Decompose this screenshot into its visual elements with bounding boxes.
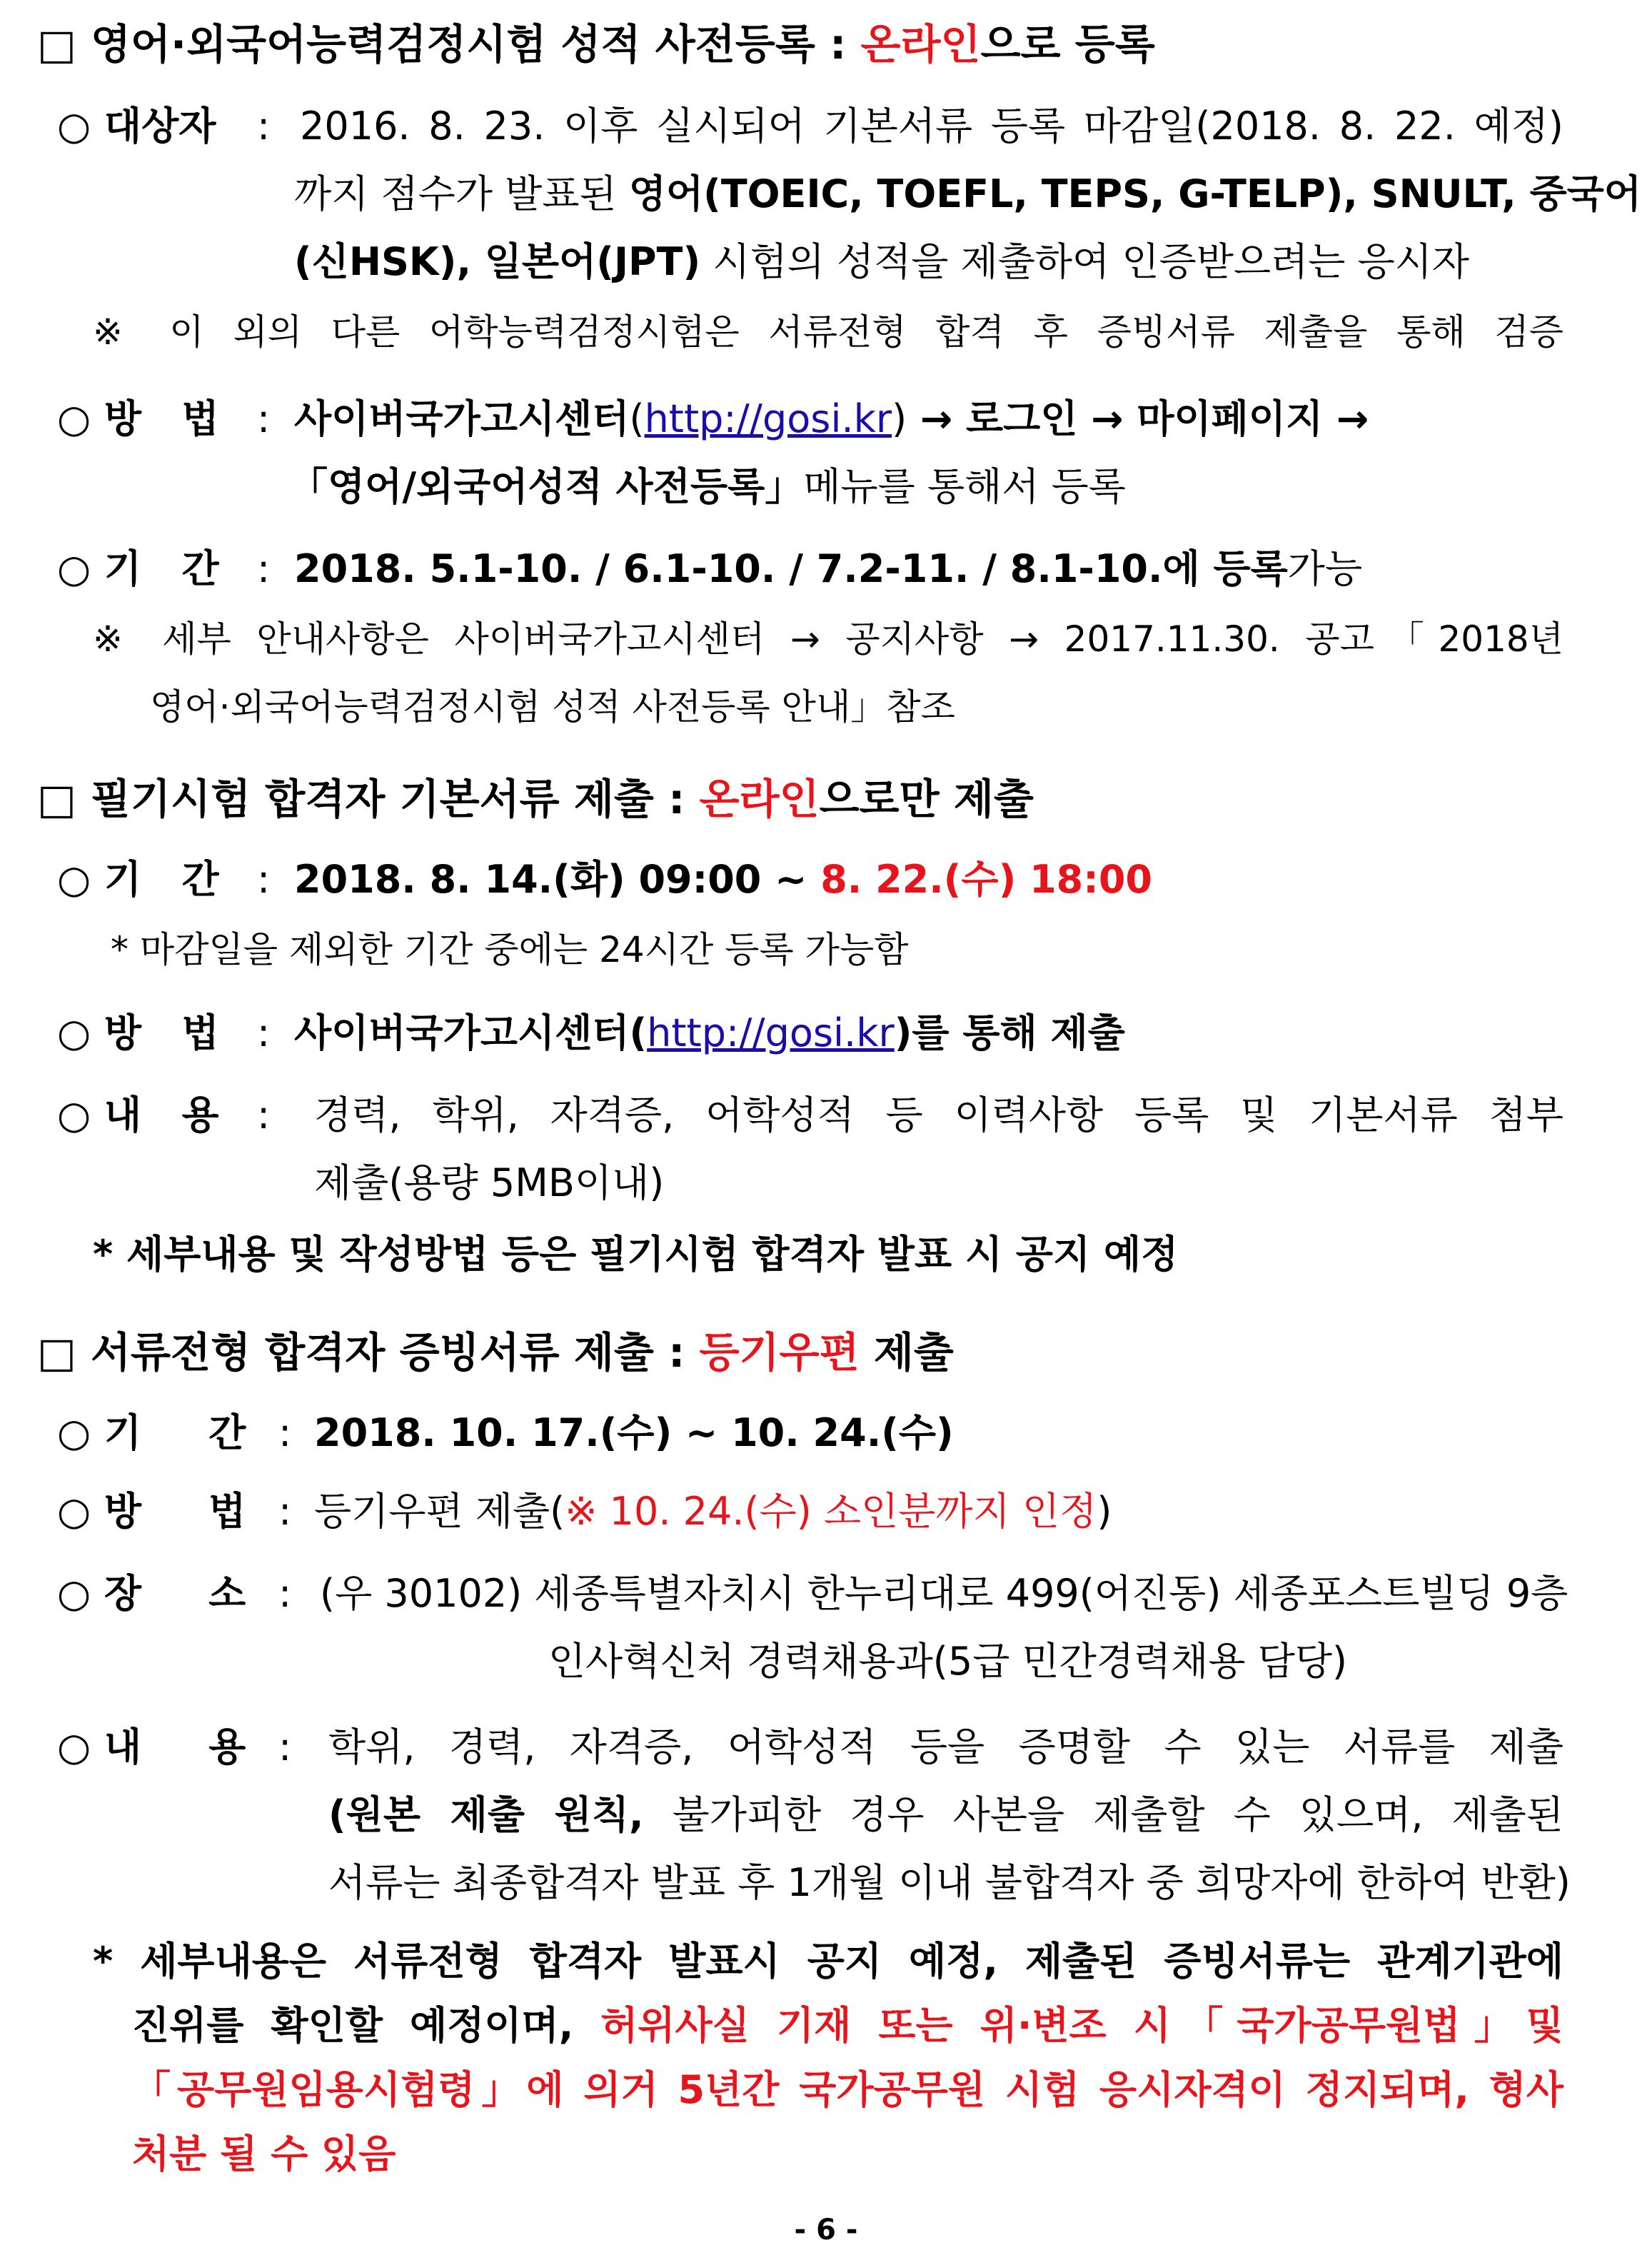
section3-method-label: ○ 방 법 [57, 1489, 246, 1534]
section2-period-sep: : [257, 857, 271, 902]
section3-method-value [314, 1489, 1112, 1534]
section2-heading-prefix: □ 필기시험 합격자 기본서류 제출 : [37, 775, 700, 823]
section3-place-line1: (우 30102) 세종특별자치시 한누리대로 499(어진동) 세종포스트빌딩 9층 [320, 1571, 1568, 1616]
section3-method-b: ) [1097, 1489, 1112, 1534]
page-number: - 6 - [794, 2214, 858, 2246]
section1-target-line2 [294, 171, 1642, 216]
section1-method-label: ○ 방 법 [57, 396, 219, 441]
section1-period-value [294, 546, 1363, 591]
section1-target-line3-b: 시험의 성적을 제출하여 인증받으려는 응시자 [700, 239, 1470, 284]
section1-heading-prefix: □ 영어·외국어능력검정시험 성적 사전등록 : [37, 20, 861, 69]
section1-target-line2-a: 까지 점수가 발표된 [294, 171, 629, 216]
section1-method-menu: 「영어/외국어성적 사전등록」 [289, 464, 804, 509]
section2-gosi-link[interactable]: http://gosi.kr [647, 1010, 895, 1055]
section1-note2-line1: ※ 세부 안내사항은 사이버국가고시센터 → 공지사항 → 2017.11.30. 공고「2018년 [93, 618, 1563, 660]
section3-note-line2-a: 진위를 확인할 예정이며, [132, 2003, 601, 2048]
section1-period-label: ○ 기 간 [57, 546, 219, 591]
section1-method-line1 [294, 396, 1369, 441]
section2-period-value [294, 857, 1152, 902]
section3-heading [37, 1328, 954, 1377]
section1-method-menu-desc: 메뉴를 통해서 등록 [803, 464, 1126, 509]
section3-content-original: (원본 제출 원칙, [328, 1792, 644, 1837]
section2-method-sep: : [257, 1010, 271, 1055]
section3-content-copy: 불가피한 경우 사본을 제출할 수 있으며, 제출된 [643, 1792, 1564, 1837]
section3-place-sep: : [278, 1571, 292, 1616]
section2-heading-suffix: 으로만 제출 [819, 775, 1034, 823]
section2-content-label: ○ 내 용 [57, 1093, 219, 1137]
section1-heading [37, 20, 1155, 69]
section3-content-sep: : [278, 1724, 292, 1769]
section1-heading-suffix: 으로 등록 [980, 20, 1155, 69]
section2-period-end: 8. 22.(수) 18:00 [820, 857, 1152, 902]
section3-period-value: 2018. 10. 17.(수) ~ 10. 24.(수) [314, 1410, 954, 1455]
section2-period-start: 2018. 8. 14.(화) 09:00 ~ [294, 857, 821, 902]
section1-method-center: 사이버국가고시센터 [294, 396, 630, 441]
section3-note-line4: 처분 될 수 있음 [132, 2131, 396, 2176]
section1-target-line1: 2016. 8. 23. 이후 실시되어 기본서류 등록 마감일(2018. 8. 22. 예정) [300, 104, 1563, 149]
section2-method-center: 사이버국가고시센터( [294, 1010, 648, 1055]
section3-heading-prefix: □ 서류전형 합격자 증빙서류 제출 : [37, 1328, 700, 1377]
section3-method-a: 등기우편 제출( [314, 1489, 565, 1534]
section1-method-sep: : [257, 396, 271, 441]
section2-method-value [294, 1010, 1125, 1055]
section1-target-line3 [294, 239, 1470, 284]
section1-method-paren-close: ) [892, 396, 907, 441]
section3-note-line2-red: 허위사실 기재 또는 위·변조 시「국가공무원법」및 [600, 2003, 1563, 2048]
section3-period-sep: : [278, 1410, 292, 1455]
section3-content-line2 [328, 1792, 1564, 1837]
section1-heading-red: 온라인 [860, 20, 981, 69]
section1-method-paren-open: ( [629, 396, 645, 441]
section3-note-line3: 「공무원임용시험령」에 의거 5년간 국가공무원 시험 응시자격이 정지되며, 형사 [132, 2067, 1563, 2112]
section1-method-path: → 로그인 → 마이페이지 → [907, 396, 1369, 441]
section3-method-red: ※ 10. 24.(수) 소인분까지 인정 [565, 1489, 1097, 1534]
section3-note-line1: * 세부내용은 서류전형 합격자 발표시 공지 예정, 제출된 증빙서류는 관계기관에 [93, 1939, 1563, 1984]
section2-method-label: ○ 방 법 [57, 1010, 219, 1055]
section1-note2-line2: 영어·외국어능력검정시험 성적 사전등록 안내」참조 [150, 686, 955, 728]
section1-period-sep: : [257, 546, 271, 591]
section3-heading-red: 등기우편 [699, 1328, 860, 1377]
section3-method-sep: : [278, 1489, 292, 1534]
section3-place-line2: 인사혁신처 경력채용과(5급 민간경력채용 담당) [548, 1639, 1348, 1684]
section3-note-line2 [132, 2003, 1563, 2048]
section1-gosi-link[interactable]: http://gosi.kr [644, 396, 892, 441]
section3-period-label: ○ 기 간 [57, 1410, 246, 1455]
section2-period-label: ○ 기 간 [57, 857, 219, 902]
section2-heading [37, 775, 1034, 823]
section3-heading-suffix: 제출 [859, 1328, 954, 1377]
section3-content-line1: 학위, 경력, 자격증, 어학성적 등을 증명할 수 있는 서류를 제출 [328, 1724, 1563, 1769]
section1-target-line2-b: 영어(TOEIC, TOEFL, TEPS, G-TELP), SNULT, 중국어 [628, 171, 1642, 216]
section2-method-desc: )를 통해 제출 [894, 1010, 1125, 1055]
section2-heading-red: 온라인 [699, 775, 820, 823]
section1-method-line2 [289, 464, 1126, 509]
section1-note1: ※ 이 외의 다른 어학능력검정시험은 서류전형 합격 후 증빙서류 제출을 통해 검증 [93, 311, 1563, 353]
section2-content-line2: 제출(용량 5MB이내) [314, 1160, 665, 1205]
section2-note2: * 세부내용 및 작성방법 등은 필기시험 합격자 발표 시 공지 예정 [93, 1232, 1179, 1277]
section3-content-line3: 서류는 최종합격자 발표 후 1개월 이내 불합격자 중 희망자에 한하여 반환) [328, 1860, 1571, 1905]
section1-period-suffix: 가능 [1287, 546, 1363, 591]
section1-target-line3-a: (신HSK), 일본어(JPT) [294, 239, 701, 284]
section3-place-label: ○ 장 소 [57, 1571, 246, 1616]
section2-note1: * 마감일을 제외한 기간 중에는 24시간 등록 가능함 [111, 929, 909, 970]
section2-content-line1: 경력, 학위, 자격증, 어학성적 등 이력사항 등록 및 기본서류 첨부 [314, 1093, 1563, 1137]
section3-content-label: ○ 내 용 [57, 1724, 246, 1769]
section1-period-dates: 2018. 5.1-10. / 6.1-10. / 7.2-11. / 8.1-10.에 등록 [294, 546, 1288, 591]
section2-content-sep: : [257, 1093, 271, 1137]
section1-target-sep: : [257, 104, 271, 149]
section1-target-label: ○ 대상자 [57, 104, 216, 149]
